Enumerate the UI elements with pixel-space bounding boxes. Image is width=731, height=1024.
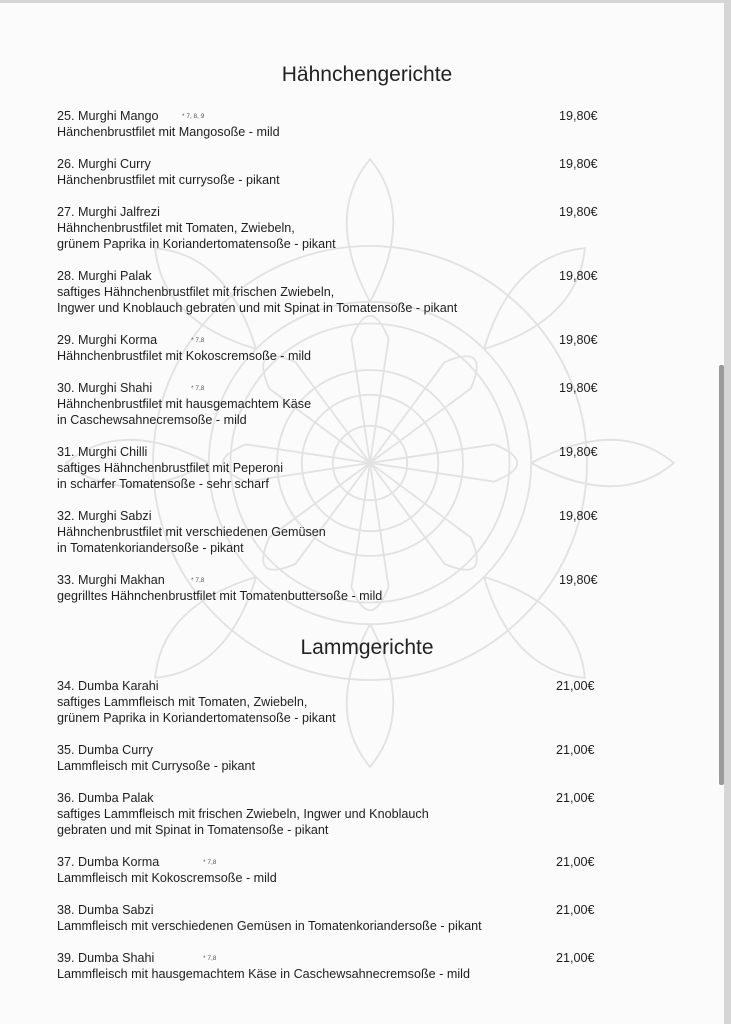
- item-description: Hähnchenbrustfilet mit Kokoscremsoße - mild: [57, 349, 312, 363]
- item-description: Hähnchenbrustfilet mit verschiedenen Gemüsen in Tomatenkoriandersoße - pikant: [57, 525, 326, 555]
- item-description: Lammfleisch mit hausgemachtem Käse in Caschewsahnecremsoße - mild: [57, 967, 470, 981]
- allergen-note: * 7,8: [203, 955, 217, 962]
- item-price: 19,80€: [559, 333, 598, 347]
- item-description: Hänchenbrustfilet mit Mangosoße - mild: [57, 125, 280, 139]
- item-name: 27. Murghi Jalfrezi: [57, 205, 160, 219]
- item-price: 19,80€: [559, 445, 598, 459]
- item-name: 28. Murghi Palak: [57, 269, 152, 283]
- item-price: 19,80€: [559, 269, 598, 283]
- item-name: 38. Dumba Sabzi: [57, 903, 154, 917]
- item-name: 32. Murghi Sabzi: [57, 509, 152, 523]
- menu-item: [57, 332, 617, 364]
- menu-item: [57, 950, 617, 982]
- item-description: Hähnchenbrustfilet mit hausgemachtem Käse in Caschewsahnecremsoße - mild: [57, 397, 312, 427]
- menu-item: [57, 108, 617, 140]
- item-description: saftiges Lammfleisch mit frischen Zwiebeln, Ingwer und Knoblauch gebraten und mit Spinat in Tomatensoße - pikant: [57, 807, 429, 837]
- item-price: 21,00€: [556, 855, 595, 869]
- menu-item: [57, 678, 617, 726]
- menu-item: [57, 790, 617, 838]
- item-description: gegrilltes Hähnchenbrustfilet mit Tomatenbuttersoße - mild: [57, 589, 383, 603]
- item-description: saftiges Hähnchenbrustfilet mit frischen Zwiebeln, Ingwer und Knoblauch gebraten und mit Spinat in Tomatensoße - pikant: [57, 285, 458, 315]
- item-name: 34. Dumba Karahi: [57, 679, 159, 693]
- item-description: Hänchenbrustfilet mit currysoße - pikant: [57, 173, 280, 187]
- item-name: 36. Dumba Palak: [57, 791, 154, 805]
- item-price: 19,80€: [559, 205, 598, 219]
- item-price: 21,00€: [556, 743, 595, 757]
- item-price: 21,00€: [556, 679, 595, 693]
- menu-item: [57, 268, 617, 316]
- item-price: 21,00€: [556, 791, 595, 805]
- scrollbar-thumb[interactable]: [719, 365, 724, 785]
- item-name: 39. Dumba Shahi: [57, 951, 155, 965]
- allergen-note: * 7,8: [191, 577, 205, 584]
- item-name: 35. Dumba Curry: [57, 743, 153, 757]
- menu-page: [0, 3, 724, 1024]
- section-title-chicken: Hähnchengerichte: [281, 63, 453, 86]
- menu-item: [57, 854, 617, 886]
- menu-item: [57, 572, 617, 604]
- menu-item: [57, 902, 617, 934]
- item-price: 19,80€: [559, 109, 598, 123]
- item-description: Lammfleisch mit Currysoße - pikant: [57, 759, 256, 773]
- item-price: 19,80€: [559, 573, 598, 587]
- lamb-items-list: [57, 678, 617, 998]
- allergen-note: * 7,8: [203, 859, 217, 866]
- allergen-note: * 7,8: [191, 337, 205, 344]
- item-description: Lammfleisch mit verschiedenen Gemüsen in Tomatenkoriandersoße - pikant: [57, 919, 482, 933]
- menu-item: [57, 204, 617, 252]
- item-description: saftiges Hähnchenbrustfilet mit Peperoni in scharfer Tomatensoße - sehr scharf: [57, 461, 284, 491]
- menu-item: [57, 742, 617, 774]
- item-price: 19,80€: [559, 381, 598, 395]
- menu-item: [57, 156, 617, 188]
- item-description: saftiges Lammfleisch mit Tomaten, Zwiebeln, grünem Paprika in Koriandertomatensoße - pikant: [57, 695, 336, 725]
- item-name: 30. Murghi Shahi: [57, 381, 153, 395]
- item-name: 33. Murghi Makhan: [57, 573, 165, 587]
- item-name: 26. Murghi Curry: [57, 157, 151, 171]
- item-name: 31. Murghi Chilli: [57, 445, 148, 459]
- menu-item: [57, 444, 617, 492]
- allergen-note: * 7,8: [191, 385, 205, 392]
- chicken-items-list: [57, 108, 617, 620]
- section-title-lamb: Lammgerichte: [300, 636, 434, 659]
- item-description: Lammfleisch mit Kokoscremsoße - mild: [57, 871, 277, 885]
- item-name: 29. Murghi Korma: [57, 333, 158, 347]
- item-description: Hähnchenbrustfilet mit Tomaten, Zwiebeln, grünem Paprika in Koriandertomatensoße - pikant: [57, 221, 336, 251]
- menu-item: [57, 508, 617, 556]
- item-price: 19,80€: [559, 157, 598, 171]
- allergen-note: * 7, 8, 9: [182, 113, 205, 120]
- item-price: 19,80€: [559, 509, 598, 523]
- item-price: 21,00€: [556, 903, 595, 917]
- item-name: 25. Murghi Mango: [57, 109, 159, 123]
- menu-item: [57, 380, 617, 428]
- item-price: 21,00€: [556, 951, 595, 965]
- item-name: 37. Dumba Korma: [57, 855, 160, 869]
